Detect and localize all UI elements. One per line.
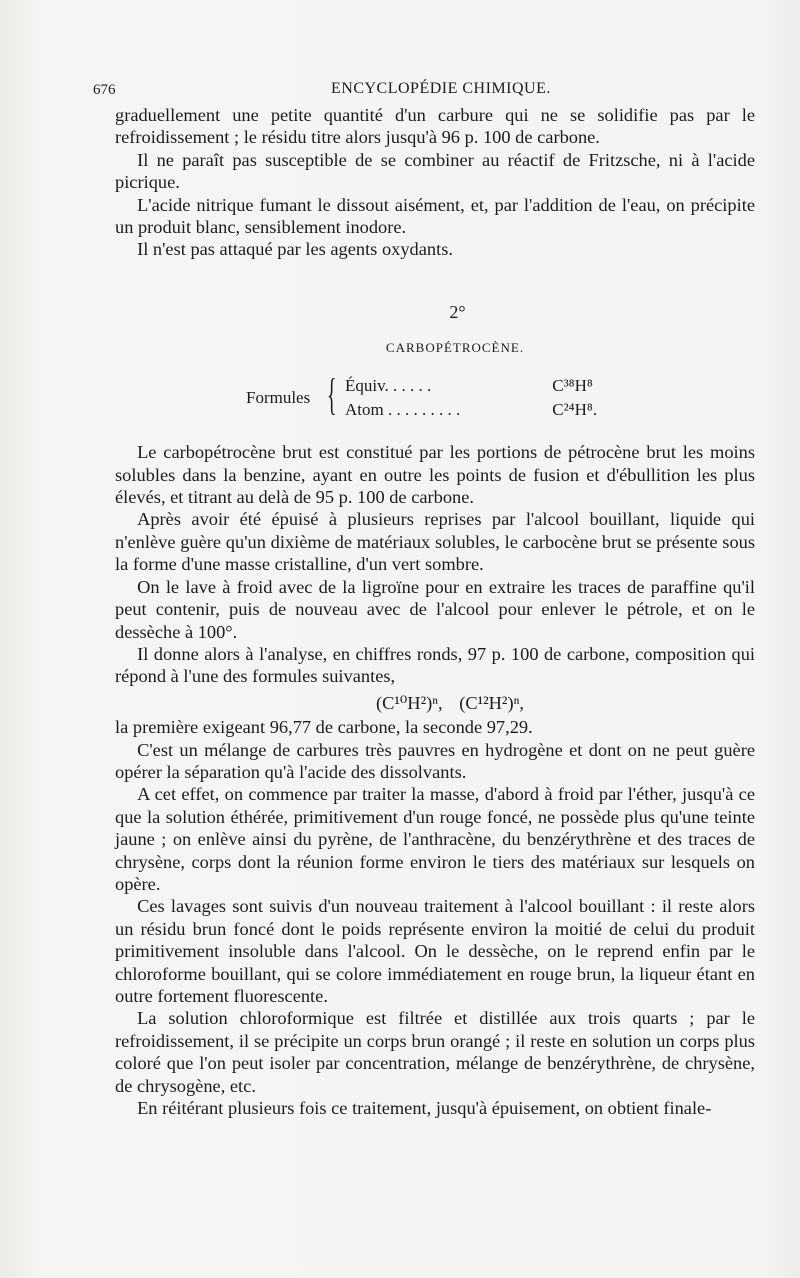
equiv-value: C³⁸H⁸ (552, 376, 593, 396)
atom-value: C²⁴H⁸. (552, 400, 598, 420)
paragraph: L'acide nitrique fumant le dissout aisément, et, par l'addition de l'eau, on précipite un produit blanc, sensiblement inodore. (115, 194, 755, 238)
paragraph: La solution chloroformique est filtrée et distillée aux trois quarts ; par le refroidissement, il se précipite un corps brun orangé ; il reste en solution un corps plus coloré que l'on peut isoler par concentration, mélange de benzérythrène, de chrysène, de chrysogène, etc. (115, 1008, 755, 1096)
paragraph: graduellement une petite quantité d'un carbure qui ne se solidifie pas par le refroidissement ; le résidu titre alors jusqu'à 96 p. 100 de carbone. (115, 105, 755, 148)
paragraph: Il ne paraît pas susceptible de se combiner au réactif de Fritzsche, ni à l'acide picrique. (115, 149, 755, 193)
paragraph: la première exigeant 96,77 de carbone, la seconde 97,29. (115, 717, 533, 738)
brace-symbol: { (327, 370, 337, 420)
body-text (115, 104, 755, 1119)
page-number: 676 (93, 82, 116, 98)
paragraph: En réitérant plusieurs fois ce traitement, jusqu'à épuisement, on obtient finale- (137, 1098, 712, 1119)
running-title: ENCYCLOPÉDIE CHIMIQUE. (331, 80, 551, 97)
equiv-label: Équiv. . . . . . (345, 376, 432, 396)
paragraph: Il donne alors à l'analyse, en chiffres ronds, 97 p. 100 de carbone, composition qui répond à l'une des formules suivantes, (115, 643, 755, 687)
paragraph: Après avoir été épuisé à plusieurs reprises par l'alcool bouillant, liquide qui n'enlève guère qu'un dixième de matériaux solubles, le carbocène brut se présente sous la forme d'une masse cristalline, d'un vert sombre. (115, 509, 755, 575)
section-number: 2° (449, 301, 466, 322)
section-title: CARBOPÉTROCÈNE. (385, 339, 525, 355)
running-head (93, 80, 743, 104)
paragraph: Il n'est pas attaqué par les agents oxydants. (137, 239, 453, 260)
formulas-label: Formules (246, 388, 311, 408)
paragraph: Le carbopétrocène brut est constitué par les portions de pétrocène brut les moins solubles dans la benzine, ayant en outre les points de fusion et d'ébullition les plus élevés, et titrant au delà de 95 p. 100 de carbone. (115, 442, 755, 508)
atom-label: Atom . . . . . . . . . (345, 400, 461, 420)
inline-formulas (115, 692, 755, 714)
formula-block (115, 371, 755, 427)
paragraph: On le lave à froid avec de la ligroïne pour en extraire les traces de paraffine qu'il peut contenir, puis de nouveau avec de l'alcool pour enlever le pétrole, et on le dessèche à 100°. (115, 576, 755, 642)
formula-row-atom (345, 399, 597, 421)
paragraph: C'est un mélange de carbures très pauvres en hydrogène et dont on ne peut guère opérer la séparation qu'à l'acide des dissolvants. (115, 739, 755, 782)
paragraph: A cet effet, on commence par traiter la masse, d'abord à froid par l'éther, jusqu'à ce que la solution éthérée, primitivement d'un rouge foncé, ne possède plus qu'une teinte jaune ; on enlève ainsi du pyrène, de l'anthracène, du benzérythrène et des traces de chrysène, corps dont la réunion forme environ le tiers des matériaux sur lesquels on opère. (115, 784, 755, 894)
formula-1: (C¹⁰H²)ⁿ, (376, 692, 443, 713)
formula-row-equiv (345, 375, 593, 397)
paragraph: Ces lavages sont suivis d'un nouveau traitement à l'alcool bouillant : il reste alors un résidu brun foncé dont le poids représente environ la moitié de celui du produit primitivement insoluble dans l'alcool. On le dessèche, on le reprend enfin par le chloroforme bouillant, qui se colore immédiatement en rouge brun, la liqueur étant en outre fortement fluorescente. (115, 896, 755, 1006)
formula-2: (C¹²H²)ⁿ, (459, 692, 524, 713)
